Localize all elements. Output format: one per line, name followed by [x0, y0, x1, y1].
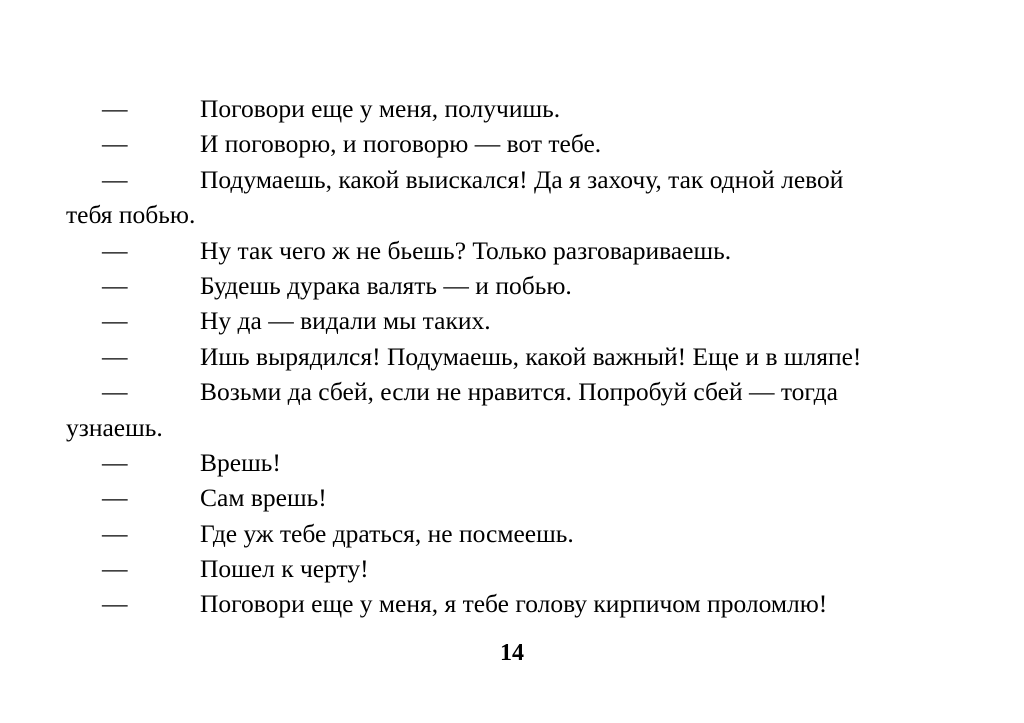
dialogue-line-text: Ишь вырядился! Подумаешь, какой важный! Еще и в шляпе! [200, 341, 862, 371]
dialogue-line-text: Поговори еще у меня, я тебе голову кирпичом проломлю! [200, 589, 828, 619]
dialogue-line-text: Будешь дурака валять — и побью. [200, 270, 572, 300]
dialogue-line [66, 445, 956, 480]
dialogue-text [66, 91, 956, 622]
dialogue-dash: — [102, 164, 128, 194]
dialogue-line-text: Врешь! [200, 447, 281, 477]
dialogue-dash: — [102, 483, 128, 513]
dialogue-line [66, 303, 956, 338]
dialogue-dash: — [102, 377, 128, 407]
dialogue-line-text: Пошел к черту! [200, 554, 369, 584]
dialogue-line [66, 551, 956, 586]
dialogue-line [66, 480, 956, 515]
dialogue-line [66, 268, 956, 303]
dialogue-dash: — [102, 554, 128, 584]
dialogue-line-text: И поговорю, и поговорю — вот тебе. [200, 129, 602, 159]
dialogue-line-continuation: узнаешь. [66, 412, 163, 442]
dialogue-line [66, 516, 956, 551]
dialogue-line [66, 339, 956, 374]
dialogue-line-text: Где уж тебе драться, не посмеешь. [200, 518, 574, 548]
dialogue-dash: — [102, 270, 128, 300]
dialogue-line-text: Сам врешь! [200, 483, 327, 513]
dialogue-line-continuation: тебя побью. [66, 200, 196, 230]
dialogue-line [66, 91, 956, 126]
dialogue-line [66, 233, 956, 268]
page-number: 14 [500, 640, 524, 666]
dialogue-dash: — [102, 129, 128, 159]
dialogue-line [66, 162, 956, 197]
dialogue-dash: — [102, 341, 128, 371]
dialogue-line-text: Возьми да сбей, если не нравится. Попробуй сбей — тогда [200, 377, 838, 407]
dialogue-dash: — [102, 518, 128, 548]
dialogue-line-text: Ну так чего ж не бьешь? Только разговариваешь. [200, 235, 732, 265]
dialogue-line-text: Подумаешь, какой выискался! Да я захочу, так одной левой [200, 164, 844, 194]
dialogue-line [66, 126, 956, 161]
dialogue-dash: — [102, 589, 128, 619]
dialogue-dash: — [102, 306, 128, 336]
dialogue-line-text: Поговори еще у меня, получишь. [200, 94, 561, 123]
dialogue-line [66, 586, 956, 621]
dialogue-dash: — [102, 94, 128, 123]
dialogue-line [66, 374, 956, 409]
dialogue-dash: — [102, 447, 128, 477]
dialogue-dash: — [102, 235, 128, 265]
dialogue-line-text: Ну да — видали мы таких. [200, 306, 491, 336]
